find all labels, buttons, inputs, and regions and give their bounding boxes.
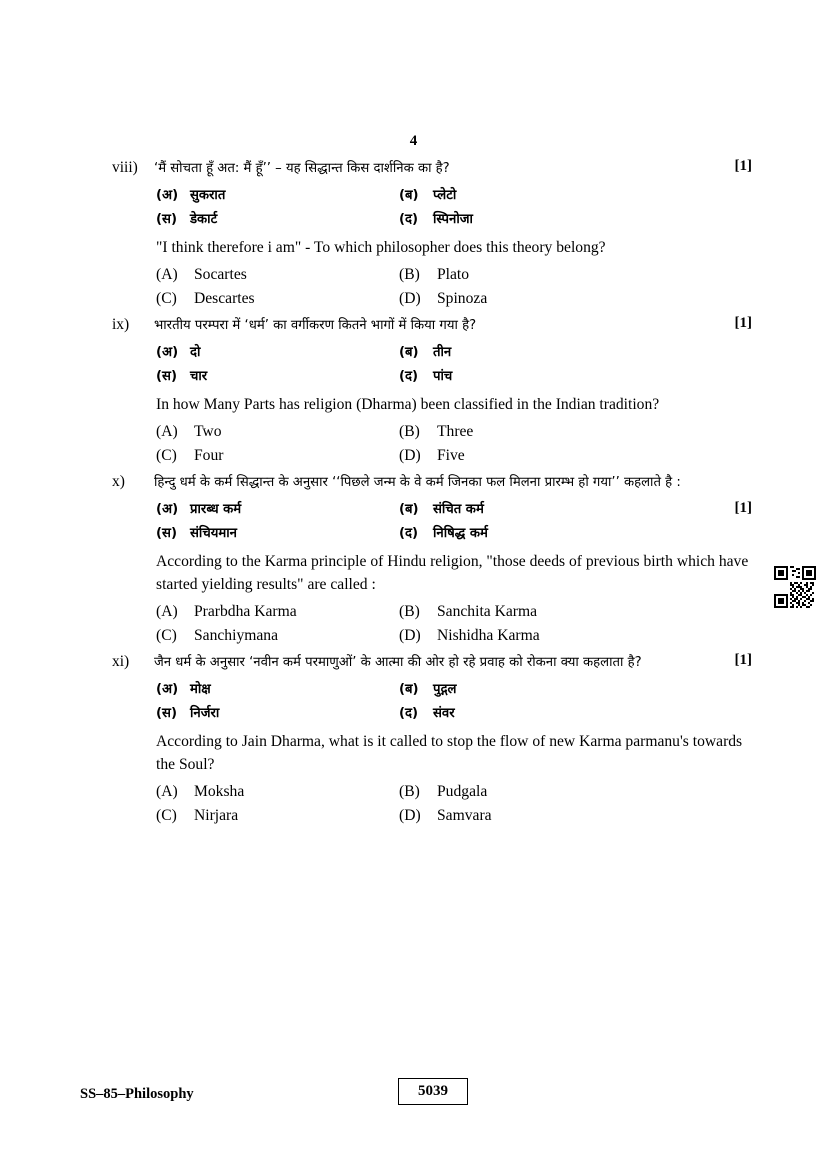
option-label: (D) [399, 446, 421, 464]
question-block [112, 472, 752, 645]
option-label: (ब) [399, 345, 419, 361]
options-hindi [156, 499, 752, 541]
question-number: x) [112, 472, 125, 490]
option-item[interactable] [156, 807, 399, 825]
option-text: Sanchiymana [194, 626, 279, 644]
option-text: Five [437, 446, 465, 464]
question-marks: [1] [734, 314, 752, 331]
option-label: (द) [399, 212, 419, 228]
option-text: प्रारब्ध कर्म [190, 501, 242, 517]
option-text: Samvara [437, 806, 492, 824]
option-label: (B) [399, 782, 420, 800]
paper-serial-box: 5039 [398, 1078, 468, 1105]
question-stem-english: According to the Karma principle of Hindu religion, "those deeds of previous birth which have started yielding results" are called : [156, 552, 749, 594]
option-text: Plato [437, 265, 470, 283]
option-label: (D) [399, 806, 421, 824]
option-label: (अ) [156, 188, 179, 204]
option-item[interactable] [399, 783, 752, 801]
option-text: Spinoza [437, 289, 488, 307]
question-stem-english: "I think therefore i am" - To which philosopher does this theory belong? [156, 239, 606, 257]
option-text: संवर [433, 706, 455, 722]
options-english [156, 423, 752, 465]
option-item[interactable] [399, 523, 752, 541]
option-label: (D) [399, 289, 421, 307]
option-text: दो [190, 345, 201, 361]
option-text: Nishidha Karma [437, 626, 540, 644]
option-label: (ब) [399, 188, 419, 204]
option-item[interactable] [399, 290, 752, 308]
option-item[interactable] [156, 499, 399, 517]
option-item[interactable] [399, 807, 752, 825]
option-item[interactable] [399, 423, 752, 441]
option-text: डेकार्ट [190, 212, 218, 228]
option-label: (A) [156, 782, 178, 800]
option-label: (ब) [399, 501, 419, 517]
question-number: ix) [112, 315, 130, 333]
option-item[interactable] [399, 342, 752, 360]
option-item[interactable] [156, 423, 399, 441]
option-item[interactable] [156, 185, 399, 203]
option-item[interactable] [399, 679, 752, 697]
option-text: संचित कर्म [433, 501, 484, 517]
option-label: (अ) [156, 682, 179, 698]
option-text: Nirjara [194, 806, 239, 824]
option-item[interactable] [399, 703, 752, 721]
option-label: (C) [156, 626, 177, 644]
option-item[interactable] [399, 366, 752, 384]
option-label: (A) [156, 265, 178, 283]
option-text: सुकरात [190, 188, 226, 204]
question-stem-hindi: ‘मैं सोचता हूँ अत: मैं हूँ’’ – यह सिद्धान्त किस दार्शनिक का है? [154, 161, 450, 176]
question-marks: [1] [734, 158, 752, 174]
option-text: प्लेटो [433, 188, 457, 204]
option-text: तीन [433, 345, 452, 361]
option-label: (द) [399, 706, 419, 722]
option-item[interactable] [156, 603, 399, 621]
option-label: (D) [399, 626, 421, 644]
paper-code: SS–85–Philosophy [80, 1086, 194, 1102]
options-english [156, 783, 752, 825]
option-text: निषिद्ध कर्म [433, 525, 488, 541]
option-label: (B) [399, 265, 420, 283]
option-text: Pudgala [437, 782, 488, 800]
option-text: चार [190, 369, 208, 385]
option-text: संचियमान [190, 525, 237, 541]
option-item[interactable] [399, 499, 752, 517]
question-number: xi) [112, 652, 130, 670]
option-item[interactable] [156, 209, 399, 227]
question-number: viii) [112, 159, 138, 176]
question-marks: [1] [734, 651, 752, 668]
option-text: पुद्गल [433, 682, 457, 698]
question-stem-hindi: भारतीय परम्परा में ‘धर्म’ का वर्गीकरण कितने भागों में किया गया है? [154, 317, 477, 333]
option-label: (द) [399, 525, 419, 541]
option-item[interactable] [156, 266, 399, 284]
option-text: Two [194, 422, 222, 440]
option-item[interactable] [156, 366, 399, 384]
option-label: (B) [399, 422, 420, 440]
option-text: Three [437, 422, 474, 440]
option-label: (स) [156, 212, 177, 228]
option-label: (A) [156, 422, 178, 440]
qr-code-icon [774, 566, 816, 608]
option-label: (अ) [156, 345, 179, 361]
option-text: Descartes [194, 289, 255, 307]
option-item[interactable] [156, 783, 399, 801]
option-label: (C) [156, 446, 177, 464]
questions-container [112, 158, 752, 832]
options-english [156, 266, 752, 308]
option-item[interactable] [399, 627, 752, 645]
option-text: मोक्ष [190, 682, 211, 698]
question-marks: [1] [734, 499, 752, 516]
option-item[interactable] [399, 447, 752, 465]
options-hindi [156, 342, 752, 384]
question-block [112, 652, 752, 825]
question-stem-hindi: जैन धर्म के अनुसार ‘नवीन कर्म परमाणुओं’ के आत्मा की ओर हो रहे प्रवाह को रोकना क्या कहलाता है? [154, 654, 642, 670]
option-item[interactable] [156, 523, 399, 541]
options-hindi [156, 185, 752, 227]
page-number: 4 [409, 133, 418, 149]
option-label: (स) [156, 525, 177, 541]
option-text: Prarbdha Karma [194, 602, 297, 620]
option-text: Sanchita Karma [437, 602, 538, 620]
option-item[interactable] [156, 342, 399, 360]
option-text: Four [194, 446, 224, 464]
options-english [156, 603, 752, 645]
question-stem-english: According to Jain Dharma, what is it called to stop the flow of new Karma parmanu's towards the Soul? [156, 733, 743, 774]
option-label: (ब) [399, 682, 419, 698]
option-label: (B) [399, 602, 420, 620]
option-item[interactable] [399, 185, 752, 203]
option-label: (A) [156, 602, 178, 620]
option-text: Socartes [194, 265, 247, 283]
option-label: (स) [156, 369, 177, 385]
option-text: निर्जरा [190, 706, 220, 722]
option-text: पांच [433, 369, 453, 385]
option-item[interactable] [156, 290, 399, 308]
option-label: (स) [156, 706, 177, 722]
option-text: स्पिनोजा [433, 212, 473, 228]
question-block [112, 158, 752, 308]
option-item[interactable] [156, 703, 399, 721]
option-label: (C) [156, 289, 177, 307]
options-hindi [156, 679, 752, 721]
option-label: (द) [399, 369, 419, 385]
option-label: (C) [156, 806, 177, 824]
option-item[interactable] [156, 447, 399, 465]
question-stem-hindi: हिन्दु धर्म के कर्म सिद्धान्त के अनुसार ‘‘पिछले जन्म के वे कर्म जिनका फल मिलना प्रारम्भ हो गया’’ कहलाते है : [154, 474, 681, 490]
option-item[interactable] [156, 679, 399, 697]
option-item[interactable] [399, 266, 752, 284]
option-label: (अ) [156, 501, 179, 517]
option-item[interactable] [156, 627, 399, 645]
option-item[interactable] [399, 603, 752, 621]
question-block [112, 315, 752, 465]
option-item[interactable] [399, 209, 752, 227]
question-stem-english: In how Many Parts has religion (Dharma) been classified in the Indian tradition? [156, 396, 660, 414]
option-text: Moksha [194, 782, 245, 800]
